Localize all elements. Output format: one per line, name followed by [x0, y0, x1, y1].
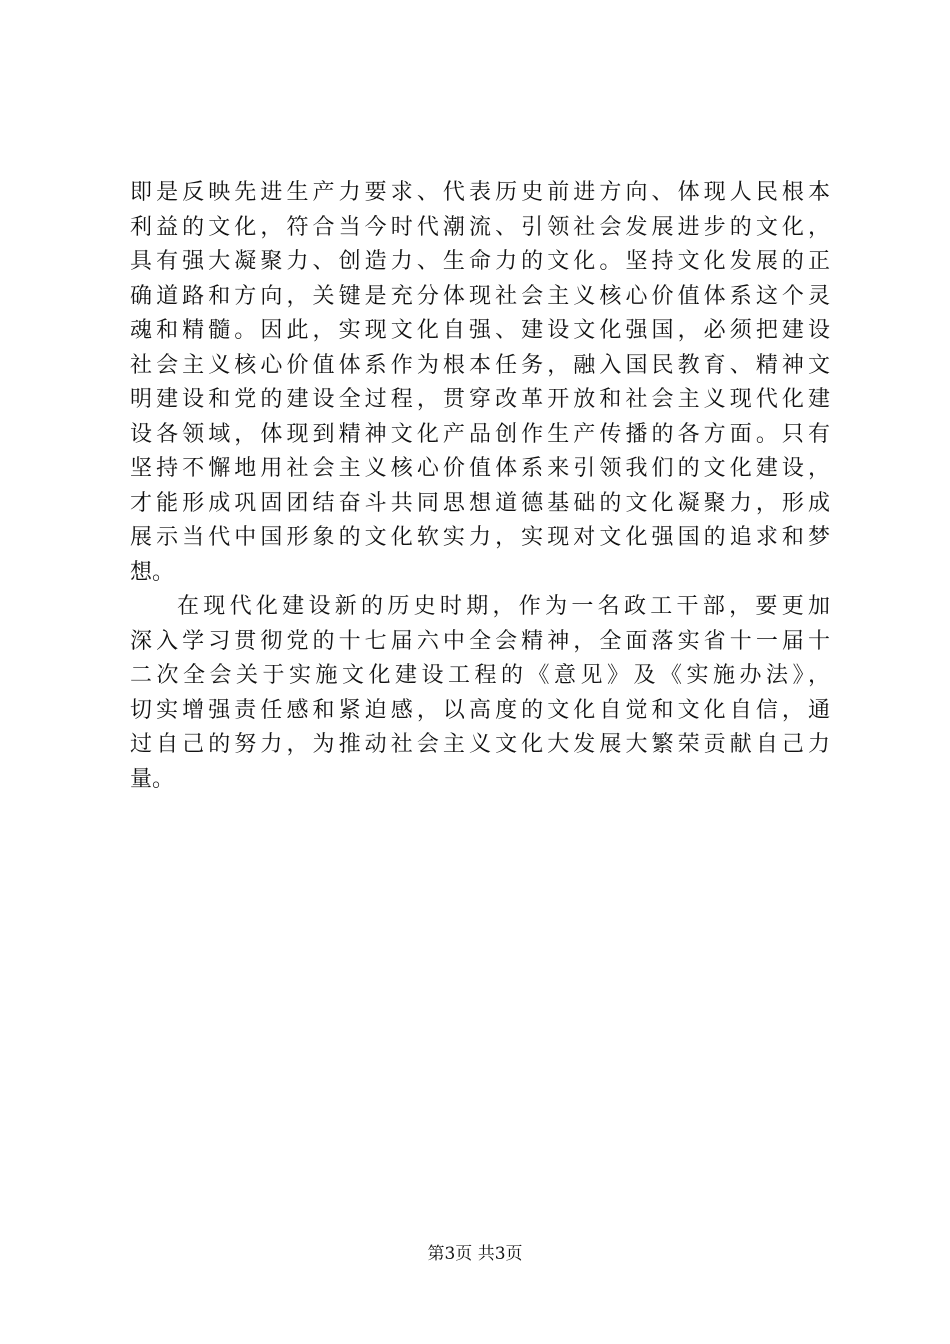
- page-number: 第3页 共3页: [427, 1244, 523, 1264]
- text-line: 即是反映先进生产力要求、代表历史前进方向、体现人民根本: [130, 180, 830, 205]
- text-line: 二次全会关于实施文化建设工程的《意见》及《实施办法》，: [130, 663, 830, 688]
- text-line: 量。: [130, 766, 175, 792]
- text-line: 深入学习贯彻党的十七届六中全会精神，全面落实省十一届十: [130, 628, 830, 654]
- text-line: 坚持不懈地用社会主义核心价值体系来引领我们的文化建设，: [130, 456, 830, 481]
- text-line: 切实增强责任感和紧迫感，以高度的文化自觉和文化自信，通: [130, 697, 830, 723]
- page-footer: [0, 1242, 950, 1266]
- paragraph-1: [130, 176, 830, 590]
- text-line: 想。: [130, 559, 175, 585]
- text-line: 设各领域，体现到精神文化产品创作生产传播的各方面。只有: [130, 421, 830, 447]
- text-line: 确道路和方向，关键是充分体现社会主义核心价值体系这个灵: [130, 283, 830, 309]
- text-line: 利益的文化，符合当今时代潮流、引领社会发展进步的文化，: [130, 214, 830, 240]
- text-line: 展示当代中国形象的文化软实力，实现对文化强国的追求和梦: [130, 525, 830, 550]
- text-line: 在现代化建设新的历史时期，作为一名政工干部，要更加: [177, 594, 830, 619]
- text-line: 过自己的努力，为推动社会主义文化大发展大繁荣贡献自己力: [130, 732, 830, 757]
- paragraph-2: [130, 590, 830, 797]
- text-line: 具有强大凝聚力、创造力、生命力的文化。坚持文化发展的正: [130, 249, 830, 274]
- text-line: 魂和精髓。因此，实现文化自强、建设文化强国，必须把建设: [130, 318, 830, 343]
- text-line: 社会主义核心价值体系作为根本任务，融入国民教育、精神文: [130, 352, 830, 378]
- text-line: 才能形成巩固团结奋斗共同思想道德基础的文化凝聚力，形成: [130, 490, 830, 516]
- text-line: 明建设和党的建设全过程，贯穿改革开放和社会主义现代化建: [130, 387, 830, 412]
- document-body: [130, 176, 830, 797]
